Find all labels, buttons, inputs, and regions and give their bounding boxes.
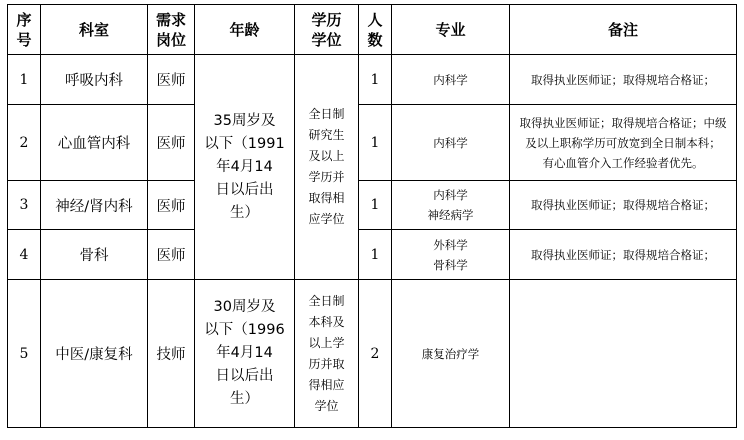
department-cell: 骨科 [41,230,148,280]
header-age: 年龄 [195,5,295,55]
row-number: 1 [8,55,41,105]
major-cell: 内科学 [392,105,510,181]
department-cell: 心血管内科 [41,105,148,181]
table-row [8,181,737,230]
age-requirement-cell: 35周岁及 以下（1991 年4月14 日以后出 生） [195,55,295,280]
education-requirement-cell: 全日制 本科及 以上学 历并取 得相应 学位 [295,280,359,428]
row-number: 4 [8,230,41,280]
table-row [8,280,737,428]
major-cell: 内科学 [392,55,510,105]
header-post: 需求 岗位 [148,5,195,55]
department-cell: 中医/康复科 [41,280,148,428]
note-cell: 取得执业医师证；取得规培合格证； [510,230,737,280]
headcount-cell: 2 [359,280,392,428]
headcount-cell: 1 [359,230,392,280]
headcount-cell: 1 [359,105,392,181]
note-cell: 取得执业医师证；取得规培合格证； [510,181,737,230]
table-row [8,105,737,181]
department-cell: 呼吸内科 [41,55,148,105]
row-number: 5 [8,280,41,428]
header-edu: 学历 学位 [295,5,359,55]
note-cell: 取得执业医师证；取得规培合格证； [510,55,737,105]
header-note: 备注 [510,5,737,55]
table-row [8,230,737,280]
headcount-cell: 1 [359,55,392,105]
note-cell: 取得执业医师证；取得规培合格证；中级 及以上职称学历可放宽到全日制本科； 有心血管介入工作经验者优先。 [510,105,737,181]
major-cell: 内科学 神经病学 [392,181,510,230]
table-row [8,55,737,105]
post-cell: 医师 [148,55,195,105]
post-cell: 技师 [148,280,195,428]
post-cell: 医师 [148,181,195,230]
headcount-cell: 1 [359,181,392,230]
post-cell: 医师 [148,105,195,181]
note-cell [510,280,737,428]
header-row [8,5,737,55]
post-cell: 医师 [148,230,195,280]
department-cell: 神经/肾内科 [41,181,148,230]
row-number: 2 [8,105,41,181]
major-cell: 康复治疗学 [392,280,510,428]
age-requirement-cell: 30周岁及 以下（1996 年4月14 日以后出 生） [195,280,295,428]
header-dept: 科室 [41,5,148,55]
header-seq: 序 号 [8,5,41,55]
header-count: 人 数 [359,5,392,55]
row-number: 3 [8,181,41,230]
header-major: 专业 [392,5,510,55]
major-cell: 外科学 骨科学 [392,230,510,280]
education-requirement-cell: 全日制 研究生 及以上 学历并 取得相 应学位 [295,55,359,280]
recruitment-table [7,4,737,428]
